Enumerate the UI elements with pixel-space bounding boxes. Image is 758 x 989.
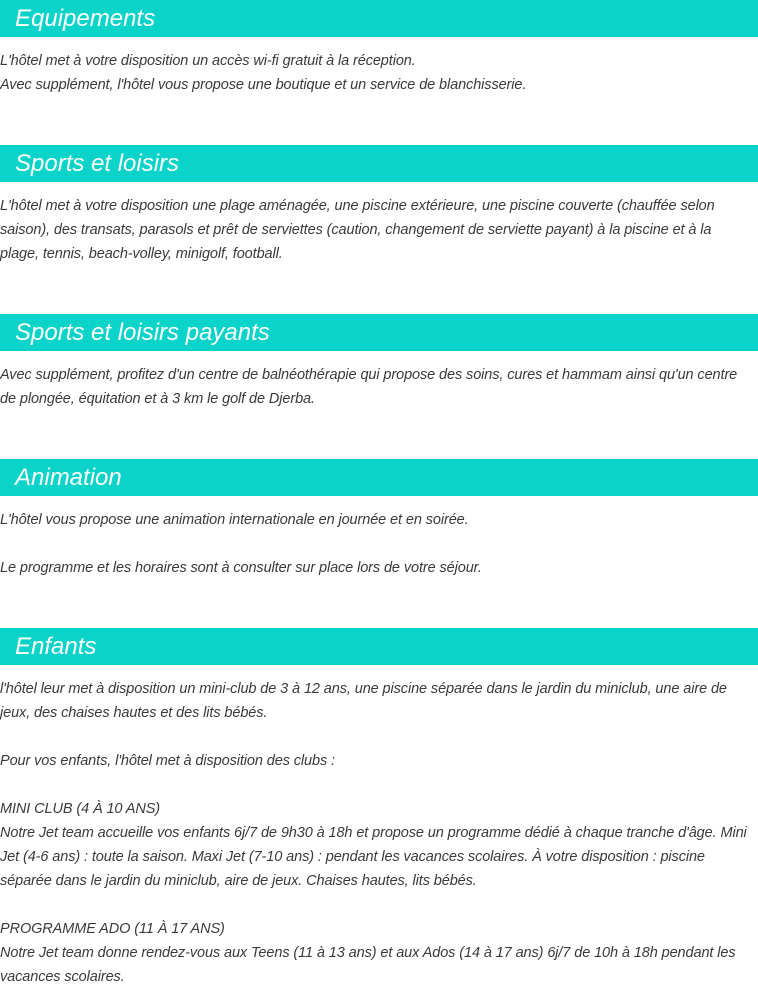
paragraph: Notre Jet team accueille vos enfants 6j/7 de 9h30 à 18h et propose un programme dédié à chaque tranche d'âge. Mini Jet (4-6 ans) : toute la saison. Maxi Jet (7-10 ans) : pendant les vacances scolaires. À votre disposition : piscine séparée dans le jardin du miniclub, aire de jeux. Chaises hautes, lits bébés.: [0, 825, 747, 889]
paragraph-spacer: [0, 893, 754, 917]
section-heading: Equipements: [0, 0, 758, 37]
section-heading: Sports et loisirs: [0, 145, 758, 182]
paragraph-spacer: [0, 532, 754, 556]
paragraph: Notre Jet team donne rendez-vous aux Teens (11 à 13 ans) et aux Ados (14 à 17 ans) 6j/7 de 10h à 18h pendant les vacances scolaires.: [0, 945, 736, 985]
section-body: [0, 49, 758, 97]
club-title: MINI CLUB (4 À 10 ANS): [0, 801, 161, 817]
section-body: [0, 677, 758, 989]
paragraph-spacer: [0, 773, 754, 797]
section-equipements: [0, 0, 758, 97]
paragraph-spacer: [0, 725, 754, 749]
section-heading: Sports et loisirs payants: [0, 314, 758, 351]
paragraph: Avec supplément, profitez d'un centre de balnéothérapie qui propose des soins, cures et hammam ainsi qu'un centre de plongée, équitation et à 3 km le golf de Djerba.: [0, 367, 738, 407]
paragraph: Avec supplément, l'hôtel vous propose une boutique et un service de blanchisserie.: [0, 77, 527, 93]
paragraph: L'hôtel met à votre disposition un accès wi-fi gratuit à la réception.: [0, 53, 416, 69]
section-sports-loisirs-payants: [0, 314, 758, 411]
section-sports-loisirs: [0, 145, 758, 266]
paragraph: Le programme et les horaires sont à consulter sur place lors de votre séjour.: [0, 560, 482, 576]
paragraph: Pour vos enfants, l'hôtel met à disposition des clubs :: [0, 753, 335, 769]
club-title: PROGRAMME ADO (11 À 17 ANS): [0, 921, 225, 937]
section-body: [0, 508, 758, 580]
section-body: [0, 194, 758, 266]
paragraph: L'hôtel vous propose une animation internationale en journée et en soirée.: [0, 512, 469, 528]
paragraph: l'hôtel leur met à disposition un mini-club de 3 à 12 ans, une piscine séparée dans le jardin du miniclub, une aire de jeux, des chaises hautes et des lits bébés.: [0, 681, 727, 721]
section-enfants: [0, 628, 758, 989]
paragraph: L'hôtel met à votre disposition une plage aménagée, une piscine extérieure, une piscine couverte (chauffée selon saison), des transats, parasols et prêt de serviettes (caution, changement de serviette payant) à la piscine et à la plage, tennis, beach-volley, minigolf, football.: [0, 198, 715, 262]
section-heading: Enfants: [0, 628, 758, 665]
section-animation: [0, 459, 758, 580]
section-body: [0, 363, 758, 411]
section-heading: Animation: [0, 459, 758, 496]
